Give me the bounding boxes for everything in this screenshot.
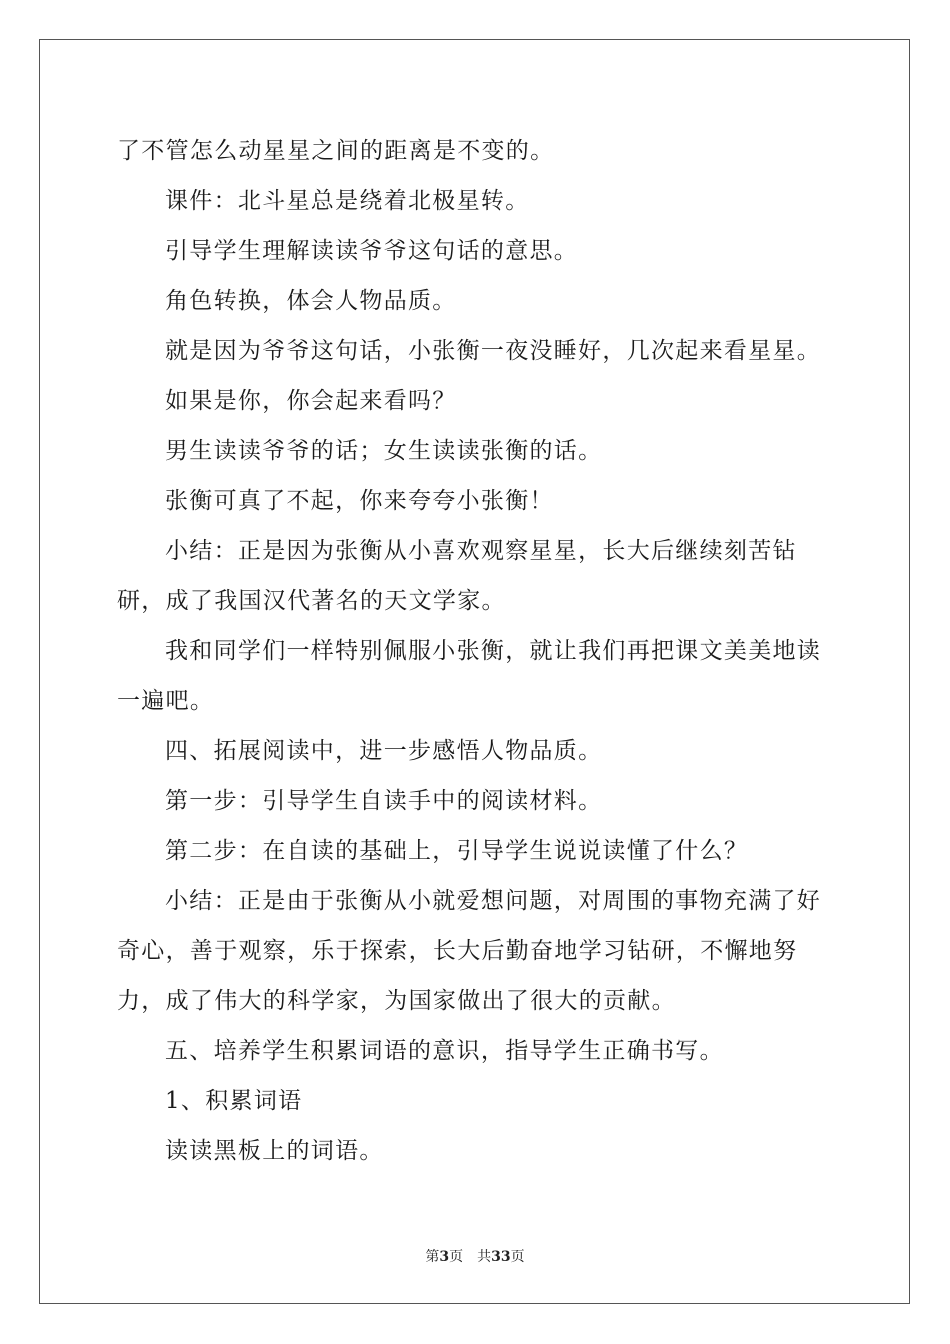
paragraph: 第二步：在自读的基础上，引导学生说说读懂了什么？ — [165, 838, 749, 864]
total-pages-number: 33 — [491, 1249, 511, 1265]
paragraph: 小结：正是因为张衡从小喜欢观察星星，长大后继续刻苦钻研，成了我国汉代著名的天文学家。 — [117, 538, 797, 614]
paragraph: 读读黑板上的词语。 — [165, 1138, 384, 1164]
paragraph: 如果是你，你会起来看吗？ — [165, 388, 457, 414]
paragraph: 五、培养学生积累词语的意识，指导学生正确书写。 — [165, 1038, 724, 1064]
paragraph: 角色转换，体会人物品质。 — [165, 288, 457, 314]
paragraph: 第一步：引导学生自读手中的阅读材料。 — [165, 788, 603, 814]
document-body — [117, 126, 833, 1176]
paragraph: 引导学生理解读读爷爷这句话的意思。 — [165, 238, 579, 264]
paragraph: 课件：北斗星总是绕着北极星转。 — [165, 188, 530, 214]
paragraph: 小结：正是由于张衡从小就爱想问题，对周围的事物充满了好奇心，善于观察，乐于探索，长大后勤奋地学习钻研，不懈地努力，成了伟大的科学家，为国家做出了很大的贡献。 — [117, 888, 822, 1014]
paragraph: 1、积累词语 — [165, 1088, 303, 1114]
paragraph: 了不管怎么动星星之间的距离是不变的。 — [117, 138, 555, 164]
paragraph: 四、拓展阅读中，进一步感悟人物品质。 — [165, 738, 603, 764]
paragraph: 张衡可真了不起，你来夸夸小张衡！ — [165, 488, 554, 514]
footer-prefix: 第 — [425, 1249, 440, 1265]
footer-suffix: 页 — [510, 1249, 525, 1265]
paragraph: 男生读读爷爷的话；女生读读张衡的话。 — [165, 438, 603, 464]
paragraph: 我和同学们一样特别佩服小张衡，就让我们再把课文美美地读一遍吧。 — [117, 638, 822, 714]
paragraph: 就是因为爷爷这句话，小张衡一夜没睡好，几次起来看星星。 — [165, 338, 822, 364]
footer-middle: 页 共 — [449, 1249, 492, 1265]
current-page-number: 3 — [439, 1249, 450, 1265]
page-footer — [0, 1246, 950, 1266]
